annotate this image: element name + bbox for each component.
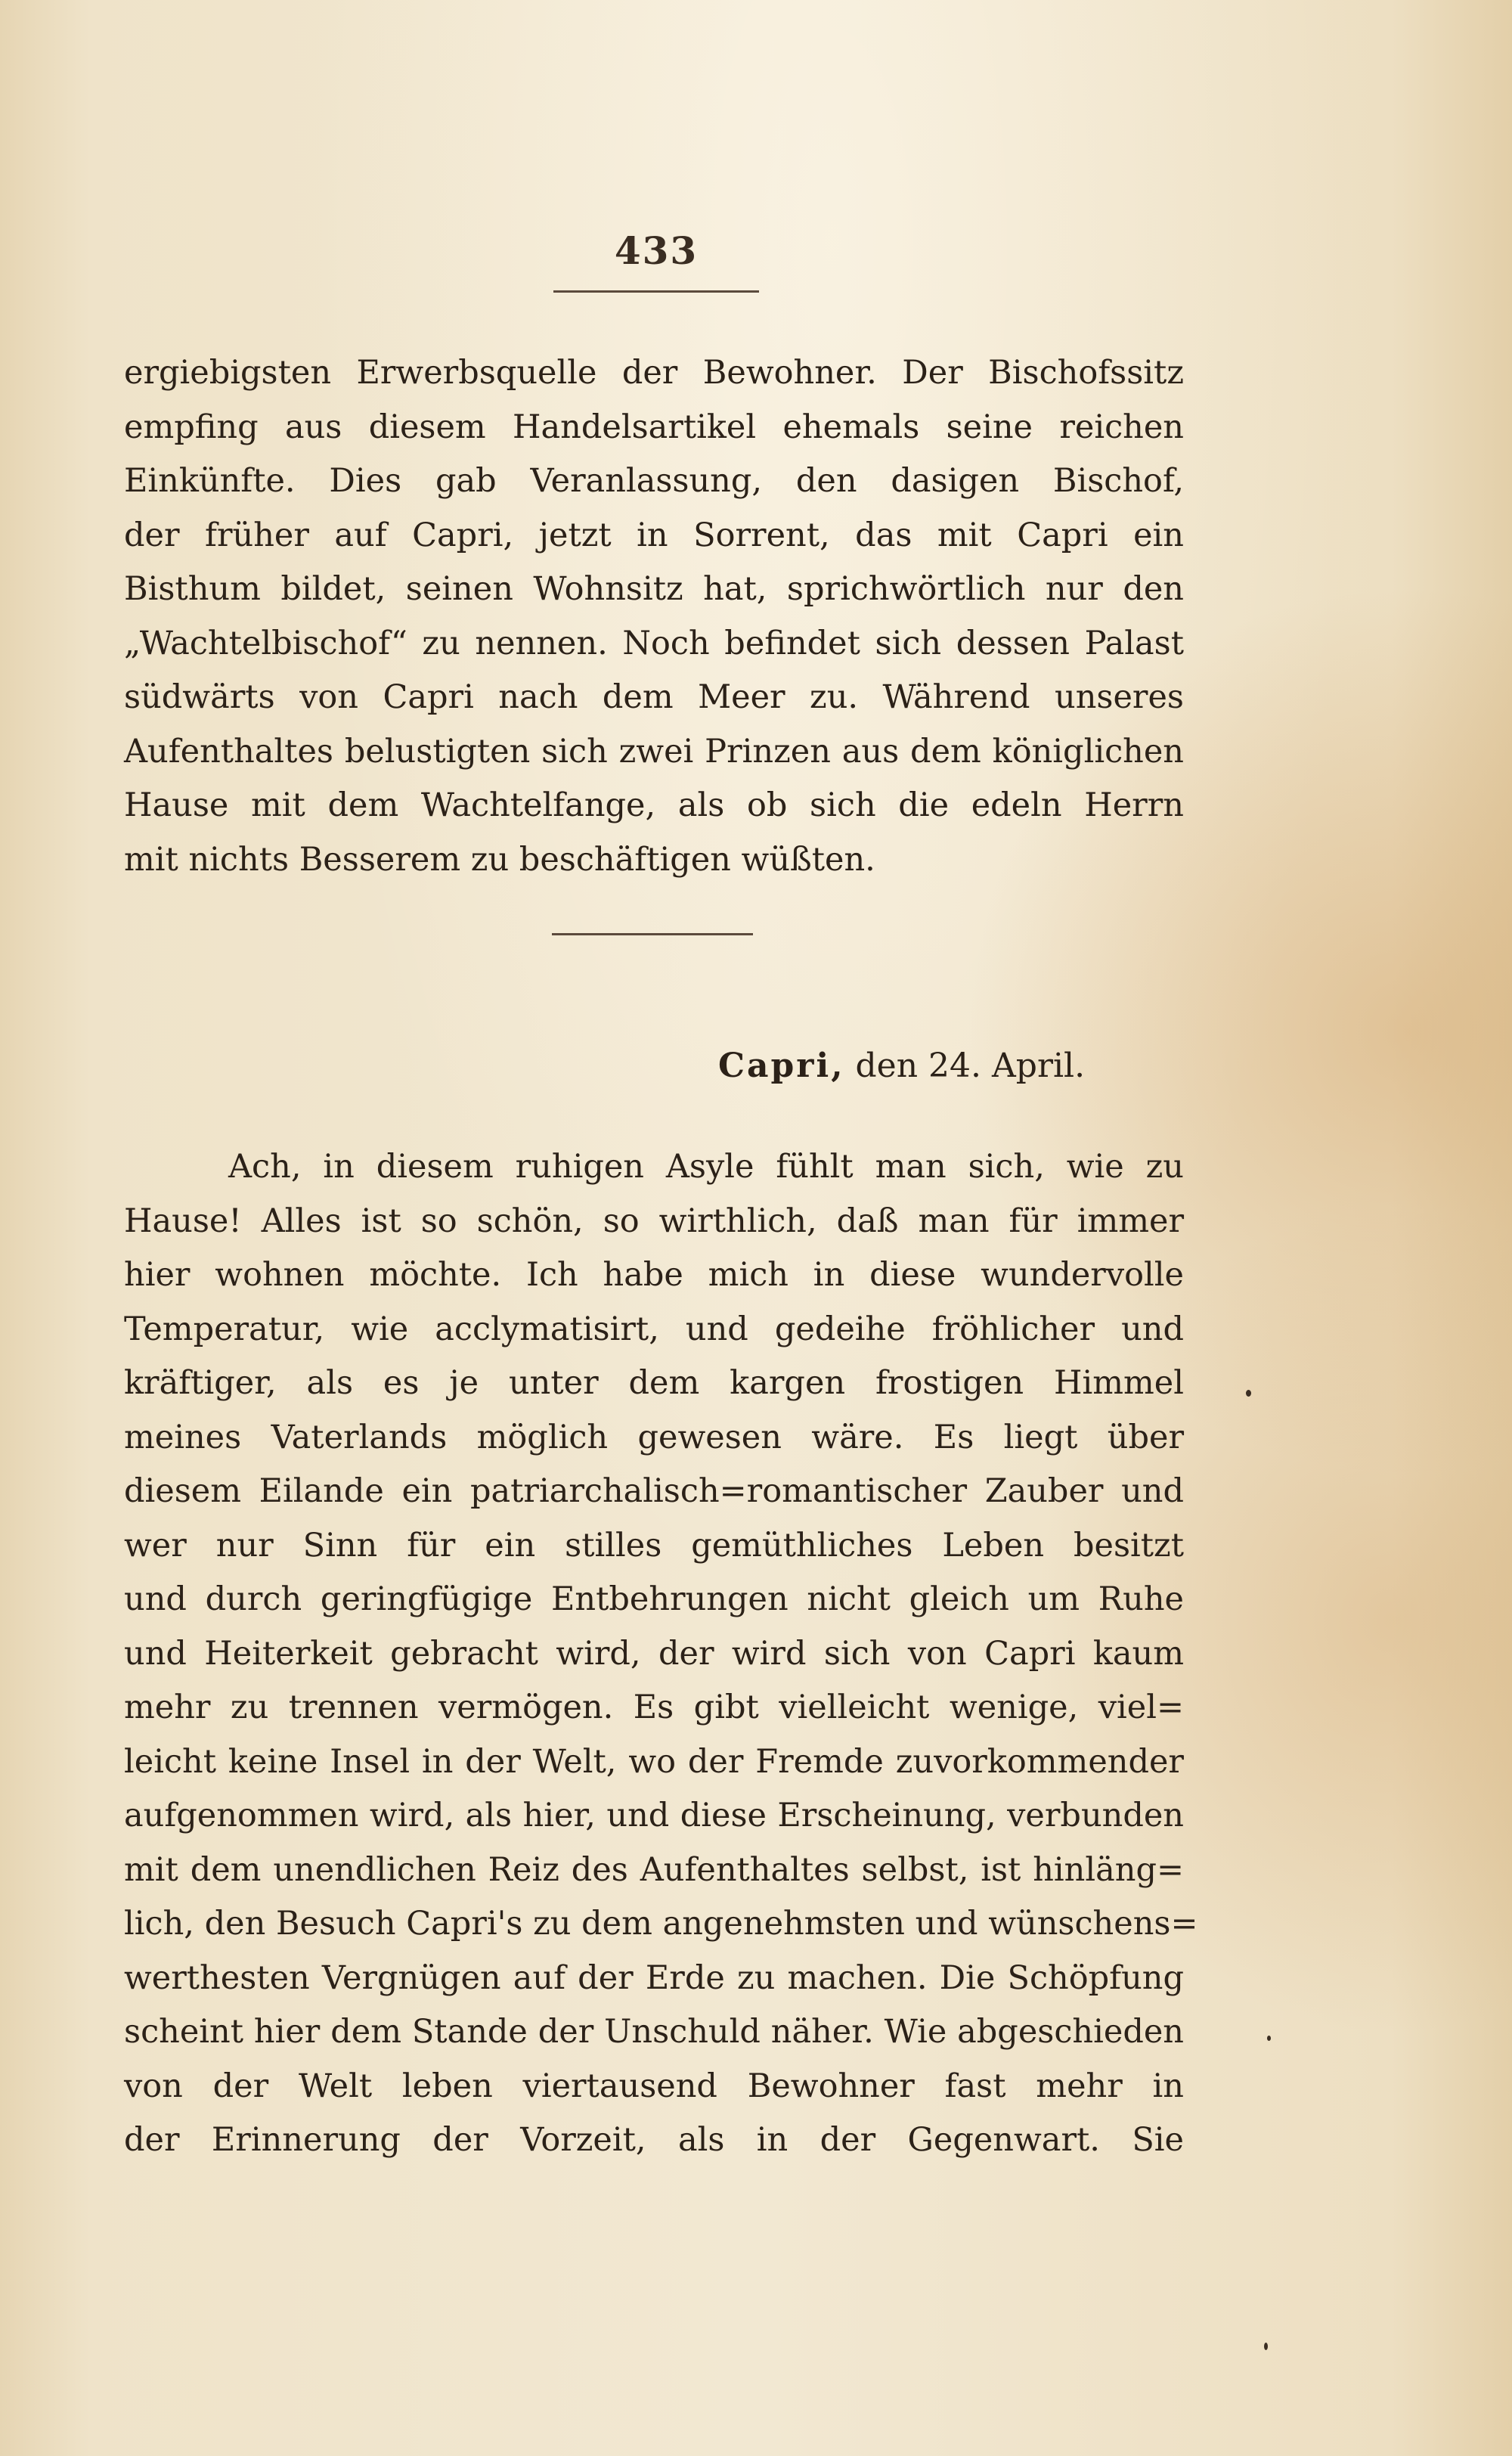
text-line: Aufenthaltes belustigten sich zwei Prinzen aus dem königlichen (124, 732, 1184, 771)
text-line: Hause! Alles ist so schön, so wirthlich, daß man für immer (124, 1202, 1184, 1240)
dateline-date: den 24. April. (855, 1047, 1086, 1085)
dateline (718, 1047, 1085, 1085)
text-line: Bisthum bildet, seinen Wohnsitz hat, sprichwörtlich nur den (124, 570, 1184, 608)
header-rule (553, 290, 759, 293)
text-line: der früher auf Capri, jetzt in Sorrent, das mit Capri ein (124, 516, 1184, 554)
section-divider-rule (552, 933, 753, 935)
text-line: hier wohnen möchte. Ich habe mich in diese wundervolle (124, 1256, 1184, 1294)
text-line: „Wachtelbischof“ zu nennen. Noch befindet sich dessen Palast (124, 624, 1184, 662)
text-line: lich, den Besuch Capri's zu dem angenehmsten und wünschens= (124, 1905, 1198, 1943)
ink-speck (1267, 2036, 1271, 2041)
text-line: und durch geringfügige Entbehrungen nicht gleich um Ruhe (124, 1580, 1184, 1618)
text-line: ergiebigsten Erwerbsquelle der Bewohner. Der Bischofssitz (124, 354, 1184, 392)
text-line: mit nichts Besserem zu beschäftigen wüßten. (124, 840, 875, 879)
text-line: meines Vaterlands möglich gewesen wäre. Es liegt über (124, 1418, 1184, 1456)
text-line: südwärts von Capri nach dem Meer zu. Während unseres (124, 678, 1184, 716)
page-number: 433 (614, 228, 699, 273)
dateline-place: Capri, (718, 1047, 845, 1085)
text-line: kräftiger, als es je unter dem kargen frostigen Himmel (124, 1364, 1184, 1402)
text-line: diesem Eilande ein patriarchalisch=romantischer Zauber und (124, 1472, 1184, 1510)
text-line: Temperatur, wie acclymatisirt, und gedeihe fröhlicher und (124, 1310, 1184, 1348)
text-line: empfing aus diesem Handelsartikel ehemals seine reichen (124, 408, 1184, 446)
text-line: werthesten Vergnügen auf der Erde zu machen. Die Schöpfung (124, 1958, 1184, 1997)
text-line: mit dem unendlichen Reiz des Aufenthaltes selbst, ist hinläng= (124, 1850, 1184, 1889)
paragraph-continued (124, 346, 1184, 887)
text-line: Hause mit dem Wachtelfange, als ob sich die edeln Herrn (124, 786, 1184, 824)
text-line: Ach, in diesem ruhigen Asyle fühlt man sich, wie zu (228, 1148, 1184, 1186)
text-line: mehr zu trennen vermögen. Es gibt vielleicht wenige, viel= (124, 1688, 1184, 1726)
text-line: der Erinnerung der Vorzeit, als in der Gegenwart. Sie (124, 2121, 1184, 2159)
paragraph-main (124, 1140, 1198, 2168)
text-line: von der Welt leben viertausend Bewohner fast mehr in (124, 2067, 1184, 2105)
text-line: wer nur Sinn für ein stilles gemüthliches Leben besitzt (124, 1526, 1184, 1564)
text-line: Einkünfte. Dies gab Veranlassung, den dasigen Bischof, (124, 462, 1184, 500)
text-line: leicht keine Insel in der Welt, wo der Fremde zuvorkommender (124, 1742, 1184, 1781)
text-line: scheint hier dem Stande der Unschuld näher. Wie abgeschieden (124, 2013, 1184, 2051)
text-line: aufgenommen wird, als hier, und diese Erscheinung, verbunden (124, 1797, 1184, 1834)
ink-speck (1246, 1390, 1251, 1397)
text-line: und Heiterkeit gebracht wird, der wird sich von Capri kaum (124, 1634, 1184, 1673)
ink-speck (1264, 2343, 1268, 2350)
